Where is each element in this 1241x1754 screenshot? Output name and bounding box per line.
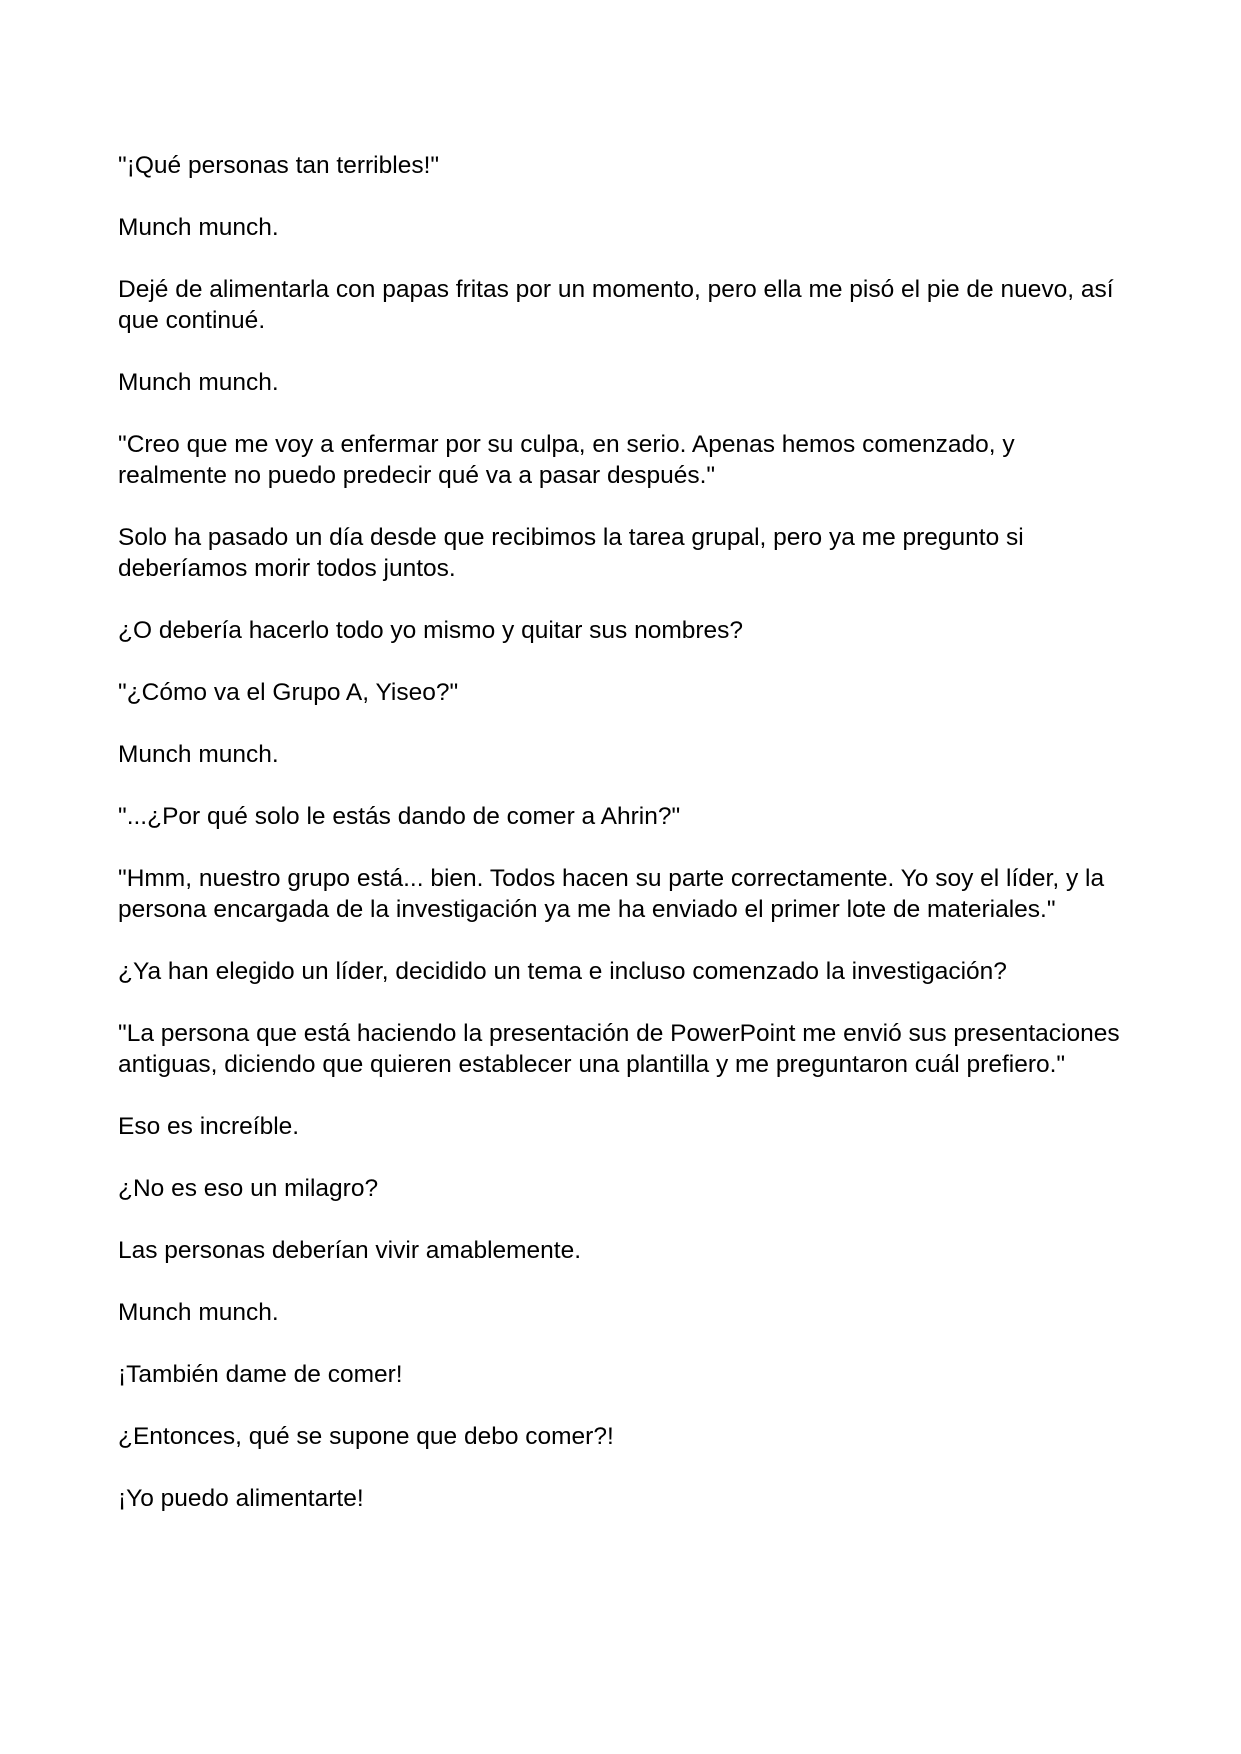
paragraph: Munch munch. xyxy=(118,369,279,396)
paragraph: ¿No es eso un milagro? xyxy=(118,1175,379,1202)
paragraph: Munch munch. xyxy=(118,1299,279,1326)
paragraph: Munch munch. xyxy=(118,741,279,768)
paragraph: Las personas deberían vivir amablemente. xyxy=(118,1237,582,1264)
paragraph: ¡Yo puedo alimentarte! xyxy=(118,1485,364,1512)
document-body xyxy=(118,150,1128,1545)
paragraph: Munch munch. xyxy=(118,214,279,241)
paragraph: ¿Entonces, qué se supone que debo comer?! xyxy=(118,1423,614,1450)
paragraph: Eso es increíble. xyxy=(118,1113,300,1140)
paragraph: "Hmm, nuestro grupo está... bien. Todos hacen su parte correctamente. Yo soy el líder, y la persona encargada de la investigación ya me ha enviado el primer lote de materiales." xyxy=(118,865,1105,923)
paragraph: ¿Ya han elegido un líder, decidido un tema e incluso comenzado la investigación? xyxy=(118,958,1007,985)
paragraph: "...¿Por qué solo le estás dando de comer a Ahrin?" xyxy=(118,803,681,830)
paragraph: "¡Qué personas tan terribles!" xyxy=(118,152,440,179)
paragraph: "Creo que me voy a enfermar por su culpa, en serio. Apenas hemos comenzado, y realmente no puedo predecir qué va a pasar después." xyxy=(118,431,1015,489)
paragraph: "¿Cómo va el Grupo A, Yiseo?" xyxy=(118,679,459,706)
paragraph: Solo ha pasado un día desde que recibimos la tarea grupal, pero ya me pregunto si deberíamos morir todos juntos. xyxy=(118,524,1024,582)
paragraph: ¿O debería hacerlo todo yo mismo y quitar sus nombres? xyxy=(118,617,744,644)
paragraph: Dejé de alimentarla con papas fritas por un momento, pero ella me pisó el pie de nuevo, así que continué. xyxy=(118,276,1114,334)
paragraph: "La persona que está haciendo la presentación de PowerPoint me envió sus presentaciones antiguas, diciendo que quieren establecer una plantilla y me preguntaron cuál prefiero." xyxy=(118,1020,1120,1078)
paragraph: ¡También dame de comer! xyxy=(118,1361,403,1388)
